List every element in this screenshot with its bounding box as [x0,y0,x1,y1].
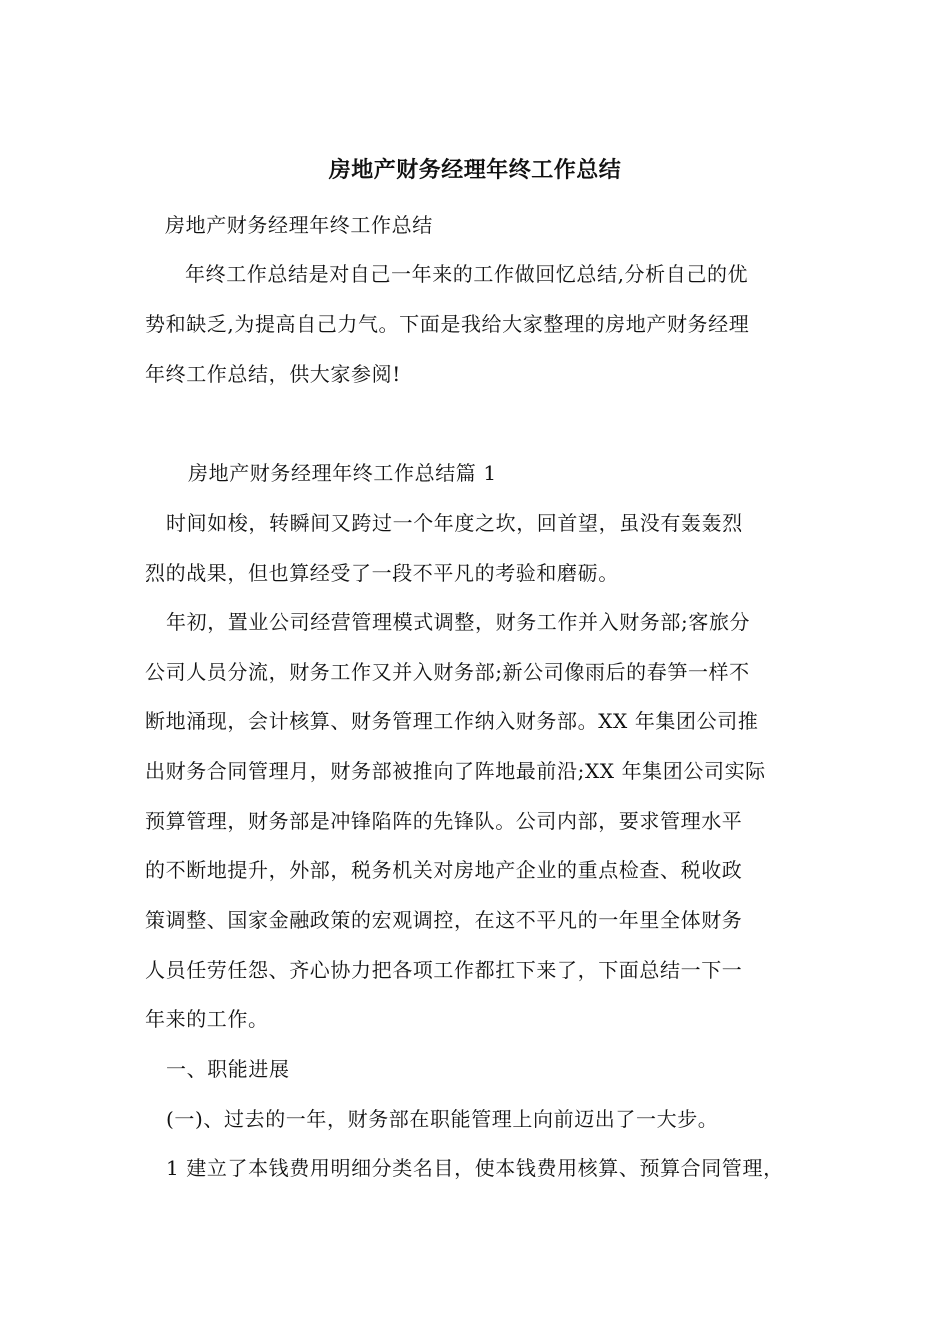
section-heading: 房地产财务经理年终工作总结篇 1 [188,461,497,485]
paragraph1-line-2: 烈的战果，但也算经受了一段不平凡的考验和磨砺。 [145,561,619,585]
intro-line-1: 年终工作总结是对自己一年来的工作做回忆总结,分析自己的优 [185,262,749,286]
heading-one: 一、职能进展 [166,1057,290,1081]
paragraph2-line-4: 出财务合同管理月，财务部被推向了阵地最前沿;XX 年集团公司实际 [145,759,766,783]
intro-line-3: 年终工作总结，供大家参阅! [145,362,401,386]
paragraph2-line-9: 年来的工作。 [145,1007,269,1031]
intro-line-2: 势和缺乏,为提高自己力气。下面是我给大家整理的房地产财务经理 [145,312,750,336]
paragraph2-line-2: 公司人员分流，财务工作又并入财务部;新公司像雨后的春笋一样不 [145,660,750,684]
paragraph2-line-7: 策调整、国家金融政策的宏观调控，在这不平凡的一年里全体财务 [145,908,743,932]
sub-heading: (一)、过去的一年，财务部在职能管理上向前迈出了一大步。 [166,1107,719,1131]
paragraph2-line-3: 断地涌现，会计核算、财务管理工作纳入财务部。XX 年集团公司推 [145,709,759,733]
paragraph1-line-1: 时间如梭，转瞬间又跨过一个年度之坎，回首望，虽没有轰轰烈 [166,511,743,535]
item-1: 1 建立了本钱费用明细分类名目，使本钱费用核算、预算合同管理， [166,1156,784,1180]
paragraph2-line-5: 预算管理，财务部是冲锋陷阵的先锋队。公司内部，要求管理水平 [145,809,743,833]
paragraph2-line-6: 的不断地提升，外部，税务机关对房地产企业的重点检查、税收政 [145,858,743,882]
document-title: 房地产财务经理年终工作总结 [328,157,622,183]
paragraph2-line-1: 年初，置业公司经营管理模式调整，财务工作并入财务部;客旅分 [166,610,751,634]
document-subtitle: 房地产财务经理年终工作总结 [165,213,433,237]
paragraph2-line-8: 人员任劳任怨、齐心协力把各项工作都扛下来了，下面总结一下一 [145,958,743,982]
